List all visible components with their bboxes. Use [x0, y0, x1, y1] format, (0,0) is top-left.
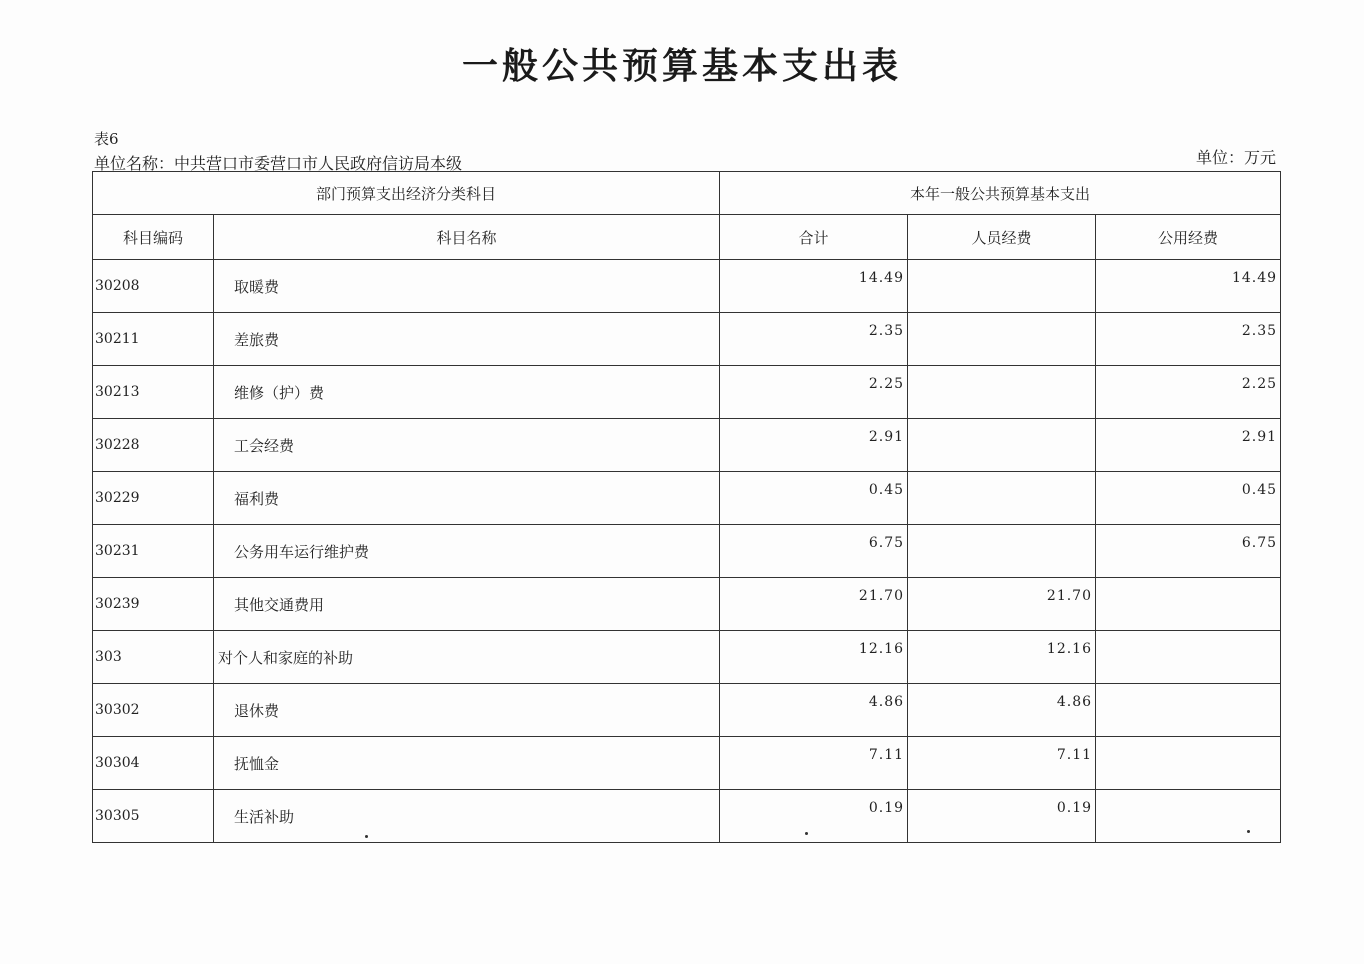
cell-public: 2.25 [1096, 366, 1281, 419]
column-header-public: 公用经费 [1096, 215, 1281, 260]
table-row [93, 790, 1281, 843]
cell-personnel [908, 366, 1096, 419]
cell-personnel [908, 525, 1096, 578]
table-row [93, 684, 1281, 737]
cell-total: 21.70 [720, 578, 908, 631]
cell-public: 2.35 [1096, 313, 1281, 366]
header-group-left: 部门预算支出经济分类科目 [93, 172, 720, 215]
cell-name: 对个人和家庭的补助 [214, 631, 720, 684]
column-header-code: 科目编码 [93, 215, 214, 260]
cell-code: 30239 [93, 578, 214, 631]
cell-code: 30211 [93, 313, 214, 366]
cell-name: 公务用车运行维护费 [214, 525, 720, 578]
cell-code: 30231 [93, 525, 214, 578]
table-row [93, 737, 1281, 790]
scan-speck [1247, 830, 1250, 833]
cell-public: 14.49 [1096, 260, 1281, 313]
cell-name: 福利费 [214, 472, 720, 525]
cell-name: 差旅费 [214, 313, 720, 366]
cell-personnel [908, 313, 1096, 366]
column-header-personnel: 人员经费 [908, 215, 1096, 260]
cell-personnel: 12.16 [908, 631, 1096, 684]
cell-personnel: 7.11 [908, 737, 1096, 790]
cell-public [1096, 684, 1281, 737]
cell-public [1096, 631, 1281, 684]
table-row [93, 419, 1281, 472]
cell-personnel [908, 260, 1096, 313]
cell-code: 30304 [93, 737, 214, 790]
cell-personnel: 21.70 [908, 578, 1096, 631]
page-title: 一般公共预算基本支出表 [461, 45, 902, 87]
cell-code: 30302 [93, 684, 214, 737]
column-header-total: 合计 [720, 215, 908, 260]
scan-speck [805, 832, 808, 835]
table-row [93, 472, 1281, 525]
table-number: 表6 [94, 130, 119, 148]
cell-code: 30208 [93, 260, 214, 313]
cell-code: 30229 [93, 472, 214, 525]
cell-total: 4.86 [720, 684, 908, 737]
cell-personnel: 4.86 [908, 684, 1096, 737]
table-row [93, 578, 1281, 631]
cell-public: 2.91 [1096, 419, 1281, 472]
cell-name: 退休费 [214, 684, 720, 737]
cell-total: 14.49 [720, 260, 908, 313]
table-row [93, 631, 1281, 684]
cell-personnel [908, 472, 1096, 525]
cell-total: 6.75 [720, 525, 908, 578]
column-header-name: 科目名称 [214, 215, 720, 260]
header-row-columns [93, 215, 1281, 260]
cell-code: 30305 [93, 790, 214, 843]
header-row-group [93, 172, 1281, 215]
cell-total: 2.25 [720, 366, 908, 419]
cell-name: 工会经费 [214, 419, 720, 472]
cell-code: 30228 [93, 419, 214, 472]
budget-table [92, 171, 1281, 843]
cell-personnel: 0.19 [908, 790, 1096, 843]
cell-public [1096, 578, 1281, 631]
cell-name: 其他交通费用 [214, 578, 720, 631]
cell-code: 30213 [93, 366, 214, 419]
cell-personnel [908, 419, 1096, 472]
cell-name: 生活补助 [214, 790, 720, 843]
header-group-right: 本年一般公共预算基本支出 [720, 172, 1281, 215]
cell-total: 7.11 [720, 737, 908, 790]
unit-name: 单位名称：中共营口市委营口市人民政府信访局本级 [94, 154, 463, 173]
table-row [93, 313, 1281, 366]
cell-public: 6.75 [1096, 525, 1281, 578]
cell-public [1096, 790, 1281, 843]
unit-label: 单位：万元 [1195, 148, 1276, 167]
cell-code: 303 [93, 631, 214, 684]
cell-total: 0.19 [720, 790, 908, 843]
table-row [93, 260, 1281, 313]
cell-total: 2.91 [720, 419, 908, 472]
cell-public [1096, 737, 1281, 790]
cell-name: 取暖费 [214, 260, 720, 313]
cell-total: 0.45 [720, 472, 908, 525]
cell-name: 抚恤金 [214, 737, 720, 790]
cell-name: 维修（护）费 [214, 366, 720, 419]
table-row [93, 525, 1281, 578]
cell-total: 12.16 [720, 631, 908, 684]
table-row [93, 366, 1281, 419]
cell-public: 0.45 [1096, 472, 1281, 525]
cell-total: 2.35 [720, 313, 908, 366]
scan-speck [365, 835, 368, 838]
